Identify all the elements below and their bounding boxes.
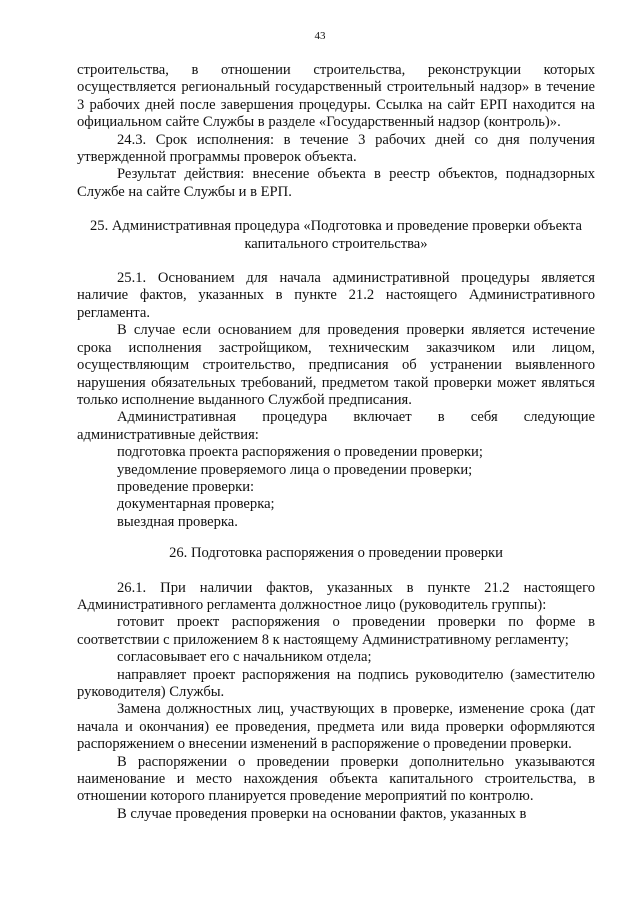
section-spacer — [77, 563, 595, 580]
paragraph: уведомление проверяемого лица о проведении проверки; — [117, 461, 473, 478]
paragraph: готовит проект распоряжения о проведении проверки по форме в соответствии с приложением 8 к настоящему Административному регламенту; — [77, 614, 595, 648]
paragraph: проведение проверки: — [117, 478, 255, 495]
section-spacer — [77, 531, 595, 545]
paragraph: 24.3. Срок исполнения: в течение 3 рабочих дней со дня получения утвержденной программы проверок объекта. — [77, 131, 595, 166]
paragraph: Замена должностных лиц, участвующих в проверке, изменение срока (дат начала и окончания) ее проведения, предмета или вида проверки оформляются распоряжением о внесении изменений в распоряжение о проведении проверки. — [77, 701, 595, 753]
document-body — [77, 62, 595, 823]
paragraph: В распоряжении о проведении проверки дополнительно указываются наименование и место нахождения объекта капитального строительства, в отношении которого планируется проведение мероприятий по контролю. — [77, 753, 595, 805]
paragraph: 26.1. При наличии фактов, указанных в пункте 21.2 настоящего Административного регламента должностное лицо (руководитель группы): — [77, 579, 595, 613]
section-heading: 26. Подготовка распоряжения о проведении проверки — [169, 545, 503, 562]
paragraph: документарная проверка; — [117, 496, 275, 513]
section-heading: 25. Административная процедура «Подготовка и проведение проверки объекта капитального строительства» — [90, 218, 582, 252]
paragraph: 25.1. Основанием для начала административной процедуры является наличие фактов, указанных в пункте 21.2 настоящего Административного регламента. — [77, 270, 595, 321]
page-number: 43 — [314, 30, 326, 42]
paragraph: В случае если основанием для проведения проверки является истечение срока исполнения застройщиком, техническим заказчиком или лицом, осуществляющим строительство, предписания об устранении выявленного нарушения обязательных требований, предметом такой проверки может являться только исполнение выданного Службой предписания. — [77, 322, 595, 408]
paragraph: подготовка проекта распоряжения о проведении проверки; — [117, 444, 483, 461]
section-spacer — [77, 201, 595, 218]
paragraph: Административная процедура включает в себя следующие административные действия: — [77, 409, 595, 443]
paragraph: направляет проект распоряжения на подпись руководителю (заместителю руководителя) Службы. — [77, 666, 595, 700]
paragraph: Результат действия: внесение объекта в реестр объектов, поднадзорных Службе на сайте Службы и в ЕРП. — [77, 166, 595, 200]
paragraph: согласовывает его с начальником отдела; — [117, 649, 372, 666]
paragraph: выездная проверка. — [117, 513, 238, 530]
section-spacer — [77, 253, 595, 270]
paragraph: В случае проведения проверки на основании фактов, указанных в — [117, 805, 527, 822]
paragraph: строительства, в отношении строительства, реконструкции которых осуществляется региональный государственный строительный надзор» в течение 3 рабочих дней после завершения процедуры. Ссылка на сайт ЕРП находится на официальном сайте Службы в разделе «Государственный надзор (контроль)». — [77, 62, 595, 131]
